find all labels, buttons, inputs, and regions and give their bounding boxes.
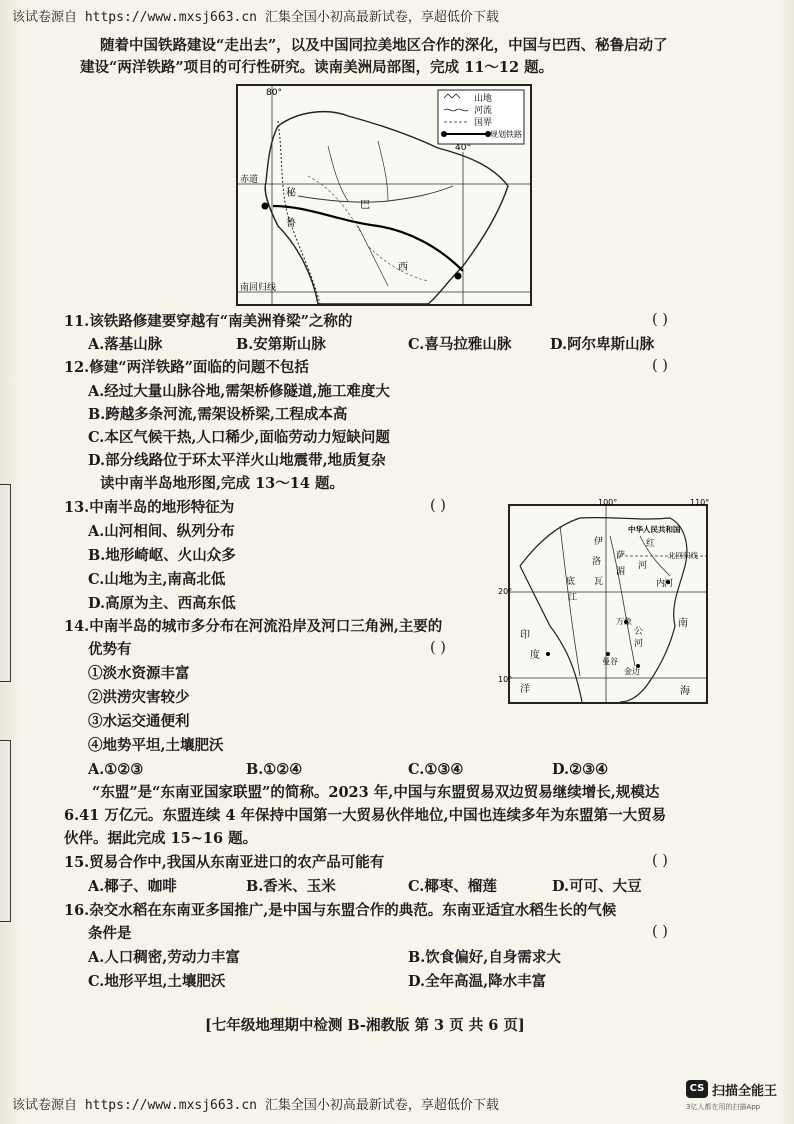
q12-stem: 12.修建“两洋铁路”面临的问题不包括 [64, 359, 309, 376]
scanner-tagline: 3亿人都在用的扫描App [686, 1103, 761, 1111]
brazil-label-1: 巴 [360, 200, 370, 211]
q13-stem: 13.中南半岛的地形特征为 [64, 499, 235, 516]
label-india-2: 度 [530, 650, 540, 661]
intro-text-line-2: 建设“两洋铁路”项目的可行性研究。读南美洲局部图，完成 11～12 题。 [80, 59, 554, 76]
left-margin-box-2 [0, 740, 11, 922]
footer-banner: 该试卷源自 https://www.mxsj663.cn 汇集全国小初高最新试卷，享超低价下载 [12, 1098, 499, 1113]
label-phnompenh: 金边 [624, 667, 640, 676]
q15-option-a[interactable]: A.椰子、咖啡 [88, 878, 177, 895]
lon-80-label: 80° [266, 88, 282, 98]
q14-item-1: ①淡水资源丰富 [88, 665, 190, 682]
label-vientiane: 万象 [616, 617, 632, 626]
q15-answer-paren[interactable]: ( ) [652, 853, 668, 869]
q14-item-3: ③水运交通便利 [88, 713, 190, 730]
legend-railway-label: 规划铁路 [490, 130, 522, 139]
label-india-1: 印 [520, 630, 530, 641]
legend-border-label: 国界 [474, 118, 493, 128]
peru-label-1: 秘 [286, 188, 296, 199]
intro-text-line-1: 随着中国铁路建设“走出去”，以及中国同拉美地区合作的深化，中国与巴西、秘鲁启动了 [100, 37, 668, 54]
label-river-he: 河 [638, 561, 648, 571]
q16-option-d[interactable]: D.全年高温,降水丰富 [408, 973, 547, 990]
lat-10-label: 10° [498, 675, 513, 684]
q14-option-d[interactable]: D.②③④ [552, 761, 609, 778]
indochina-map-svg [498, 498, 710, 702]
south-america-map [236, 84, 532, 306]
q12-answer-paren[interactable]: ( ) [652, 358, 668, 374]
header-banner: 该试卷源自 https://www.mxsj663.cn 汇集全国小初高最新试卷，享超低价下载 [12, 10, 499, 25]
q15-stem: 15.贸易合作中,我国从东南亚进口的农产品可能有 [64, 854, 385, 871]
peru-label-2: 鲁 [286, 218, 296, 229]
q13-option-c[interactable]: C.山地为主,南高北低 [88, 571, 226, 588]
q16-answer-paren[interactable]: ( ) [652, 924, 668, 940]
china-label: 中华人民共和国 [628, 525, 681, 534]
q13-option-a[interactable]: A.山河相间、纵列分布 [88, 523, 235, 540]
brazil-label-2: 西 [398, 262, 408, 273]
q16-option-a[interactable]: A.人口稠密,劳动力丰富 [88, 949, 240, 966]
planned-railway [273, 206, 463, 271]
q11-option-b[interactable]: B.安第斯山脉 [236, 336, 326, 353]
intro-3-line-1: “东盟”是“东南亚国家联盟”的简称。2023 年,中国与东盟贸易双边贸易继续增长,规模达 [92, 784, 660, 801]
legend-mountain-label: 山地 [474, 94, 493, 104]
q12-option-c[interactable]: C.本区气候干热,人口稀少,面临劳动力短缺问题 [88, 429, 390, 446]
label-south: 南 [678, 618, 688, 629]
q14-item-4: ④地势平坦,土壤肥沃 [88, 737, 224, 754]
page-footer: [七年级地理期中检测 B-湘教版 第 3 页 共 6 页] [205, 1017, 525, 1034]
india-city-dot [546, 652, 550, 656]
q11-option-c[interactable]: C.喜马拉雅山脉 [408, 336, 512, 353]
lat-20-label: 20° [498, 587, 513, 596]
bangkok-dot [606, 652, 610, 656]
q11-stem: 11.该铁路修建要穿越有“南美洲脊梁”之称的 [64, 313, 353, 330]
indochina-map [498, 498, 710, 704]
q12-option-b[interactable]: B.跨越多条河流,需架设桥梁,工程成本高 [88, 406, 348, 423]
scanner-watermark [686, 1080, 786, 1116]
q15-option-c[interactable]: C.椰枣、榴莲 [408, 878, 497, 895]
label-bangkok: 曼谷 [602, 657, 618, 666]
label-sea: 海 [680, 686, 690, 697]
lon-100-label: 100° [598, 498, 618, 507]
q13-option-d[interactable]: D.高原为主、西高东低 [88, 595, 236, 612]
label-di: 底 [566, 577, 576, 587]
border-line [308, 176, 428, 281]
q12-option-d[interactable]: D.部分线路位于环太平洋火山地震带,地质复杂 [88, 452, 386, 469]
label-jiang: 江 [568, 593, 578, 603]
intro-3-line-3: 伙伴。据此完成 15~16 题。 [64, 830, 258, 847]
q16-stem-line-1: 16.杂交水稻在东南亚多国推广,是中国与东盟合作的典范。东南亚适宜水稻生长的气候 [64, 902, 617, 919]
label-nei: 内 [656, 579, 666, 589]
label-hn: 河 [664, 579, 674, 589]
scanner-name: 扫描全能王 [712, 1084, 778, 1099]
label-wa: 瓦 [594, 577, 604, 587]
amazon-river [298, 186, 453, 202]
q14-option-a[interactable]: A.①②③ [88, 761, 144, 778]
q16-stem-line-2: 条件是 [88, 925, 132, 942]
legend-river-label: 河流 [474, 106, 493, 116]
q14-stem-line-2: 优势有 [88, 641, 132, 658]
q14-answer-paren[interactable]: ( ) [430, 640, 446, 656]
q13-option-b[interactable]: B.地形崎岖、火山众多 [88, 547, 236, 564]
label-ping: 萨 [616, 551, 626, 561]
q11-option-d[interactable]: D.阿尔卑斯山脉 [550, 336, 655, 353]
label-luo: 洛 [592, 557, 602, 567]
label-mekong-he: 河 [634, 639, 644, 649]
q16-option-b[interactable]: B.饮食偏好,自身需求大 [408, 949, 561, 966]
q11-answer-paren[interactable]: ( ) [652, 312, 668, 328]
label-gong: 公 [634, 627, 644, 637]
label-ocean: 洋 [520, 684, 530, 695]
equator-label: 赤道 [240, 175, 259, 185]
q15-option-b[interactable]: B.香米、玉米 [246, 878, 336, 895]
left-margin-box-1 [0, 484, 11, 682]
q14-option-c[interactable]: C.①③④ [408, 761, 464, 778]
q11-option-a[interactable]: A.落基山脉 [88, 336, 163, 353]
intro-3-line-2: 6.41 万亿元。东盟连续 4 年保持中国第一大贸易伙伴地位,中国也连续多年为东盟第一大贸易 [64, 807, 667, 824]
tropic-label-2: 北回归线 [668, 551, 698, 560]
south-america-map-svg [238, 86, 530, 304]
q14-stem-line-1: 14.中南半岛的城市多分布在河流沿岸及河口三角洲,主要的 [64, 618, 443, 635]
q12-option-a[interactable]: A.经过大量山脉谷地,需架桥修隧道,施工难度大 [88, 383, 390, 400]
river-branch-1 [328, 146, 348, 201]
scanner-logo-icon: CS [686, 1080, 708, 1098]
legend-railway-dot-1 [441, 131, 447, 137]
railway-start-point [262, 203, 269, 210]
peninsula-outline-east [520, 518, 687, 702]
lon-40-label: 40° [455, 143, 471, 153]
q15-option-d[interactable]: D.可可、大豆 [552, 878, 642, 895]
label-yi: 伊 [594, 537, 604, 547]
lon-110-label: 110° [690, 498, 710, 507]
intro-2: 读中南半岛地形图,完成 13～14 题。 [100, 475, 344, 492]
q14-option-b[interactable]: B.①②④ [246, 761, 303, 778]
label-hong: 红 [646, 539, 656, 549]
q14-item-2: ②洪涝灾害较少 [88, 689, 190, 706]
river-branch-2 [378, 141, 388, 201]
tropic-label: 南回归线 [240, 283, 277, 293]
label-lancang: 湄 [616, 567, 626, 577]
q13-answer-paren[interactable]: ( ) [430, 498, 446, 514]
q16-option-c[interactable]: C.地形平坦,土壤肥沃 [88, 973, 226, 990]
railway-end-point [455, 273, 462, 280]
